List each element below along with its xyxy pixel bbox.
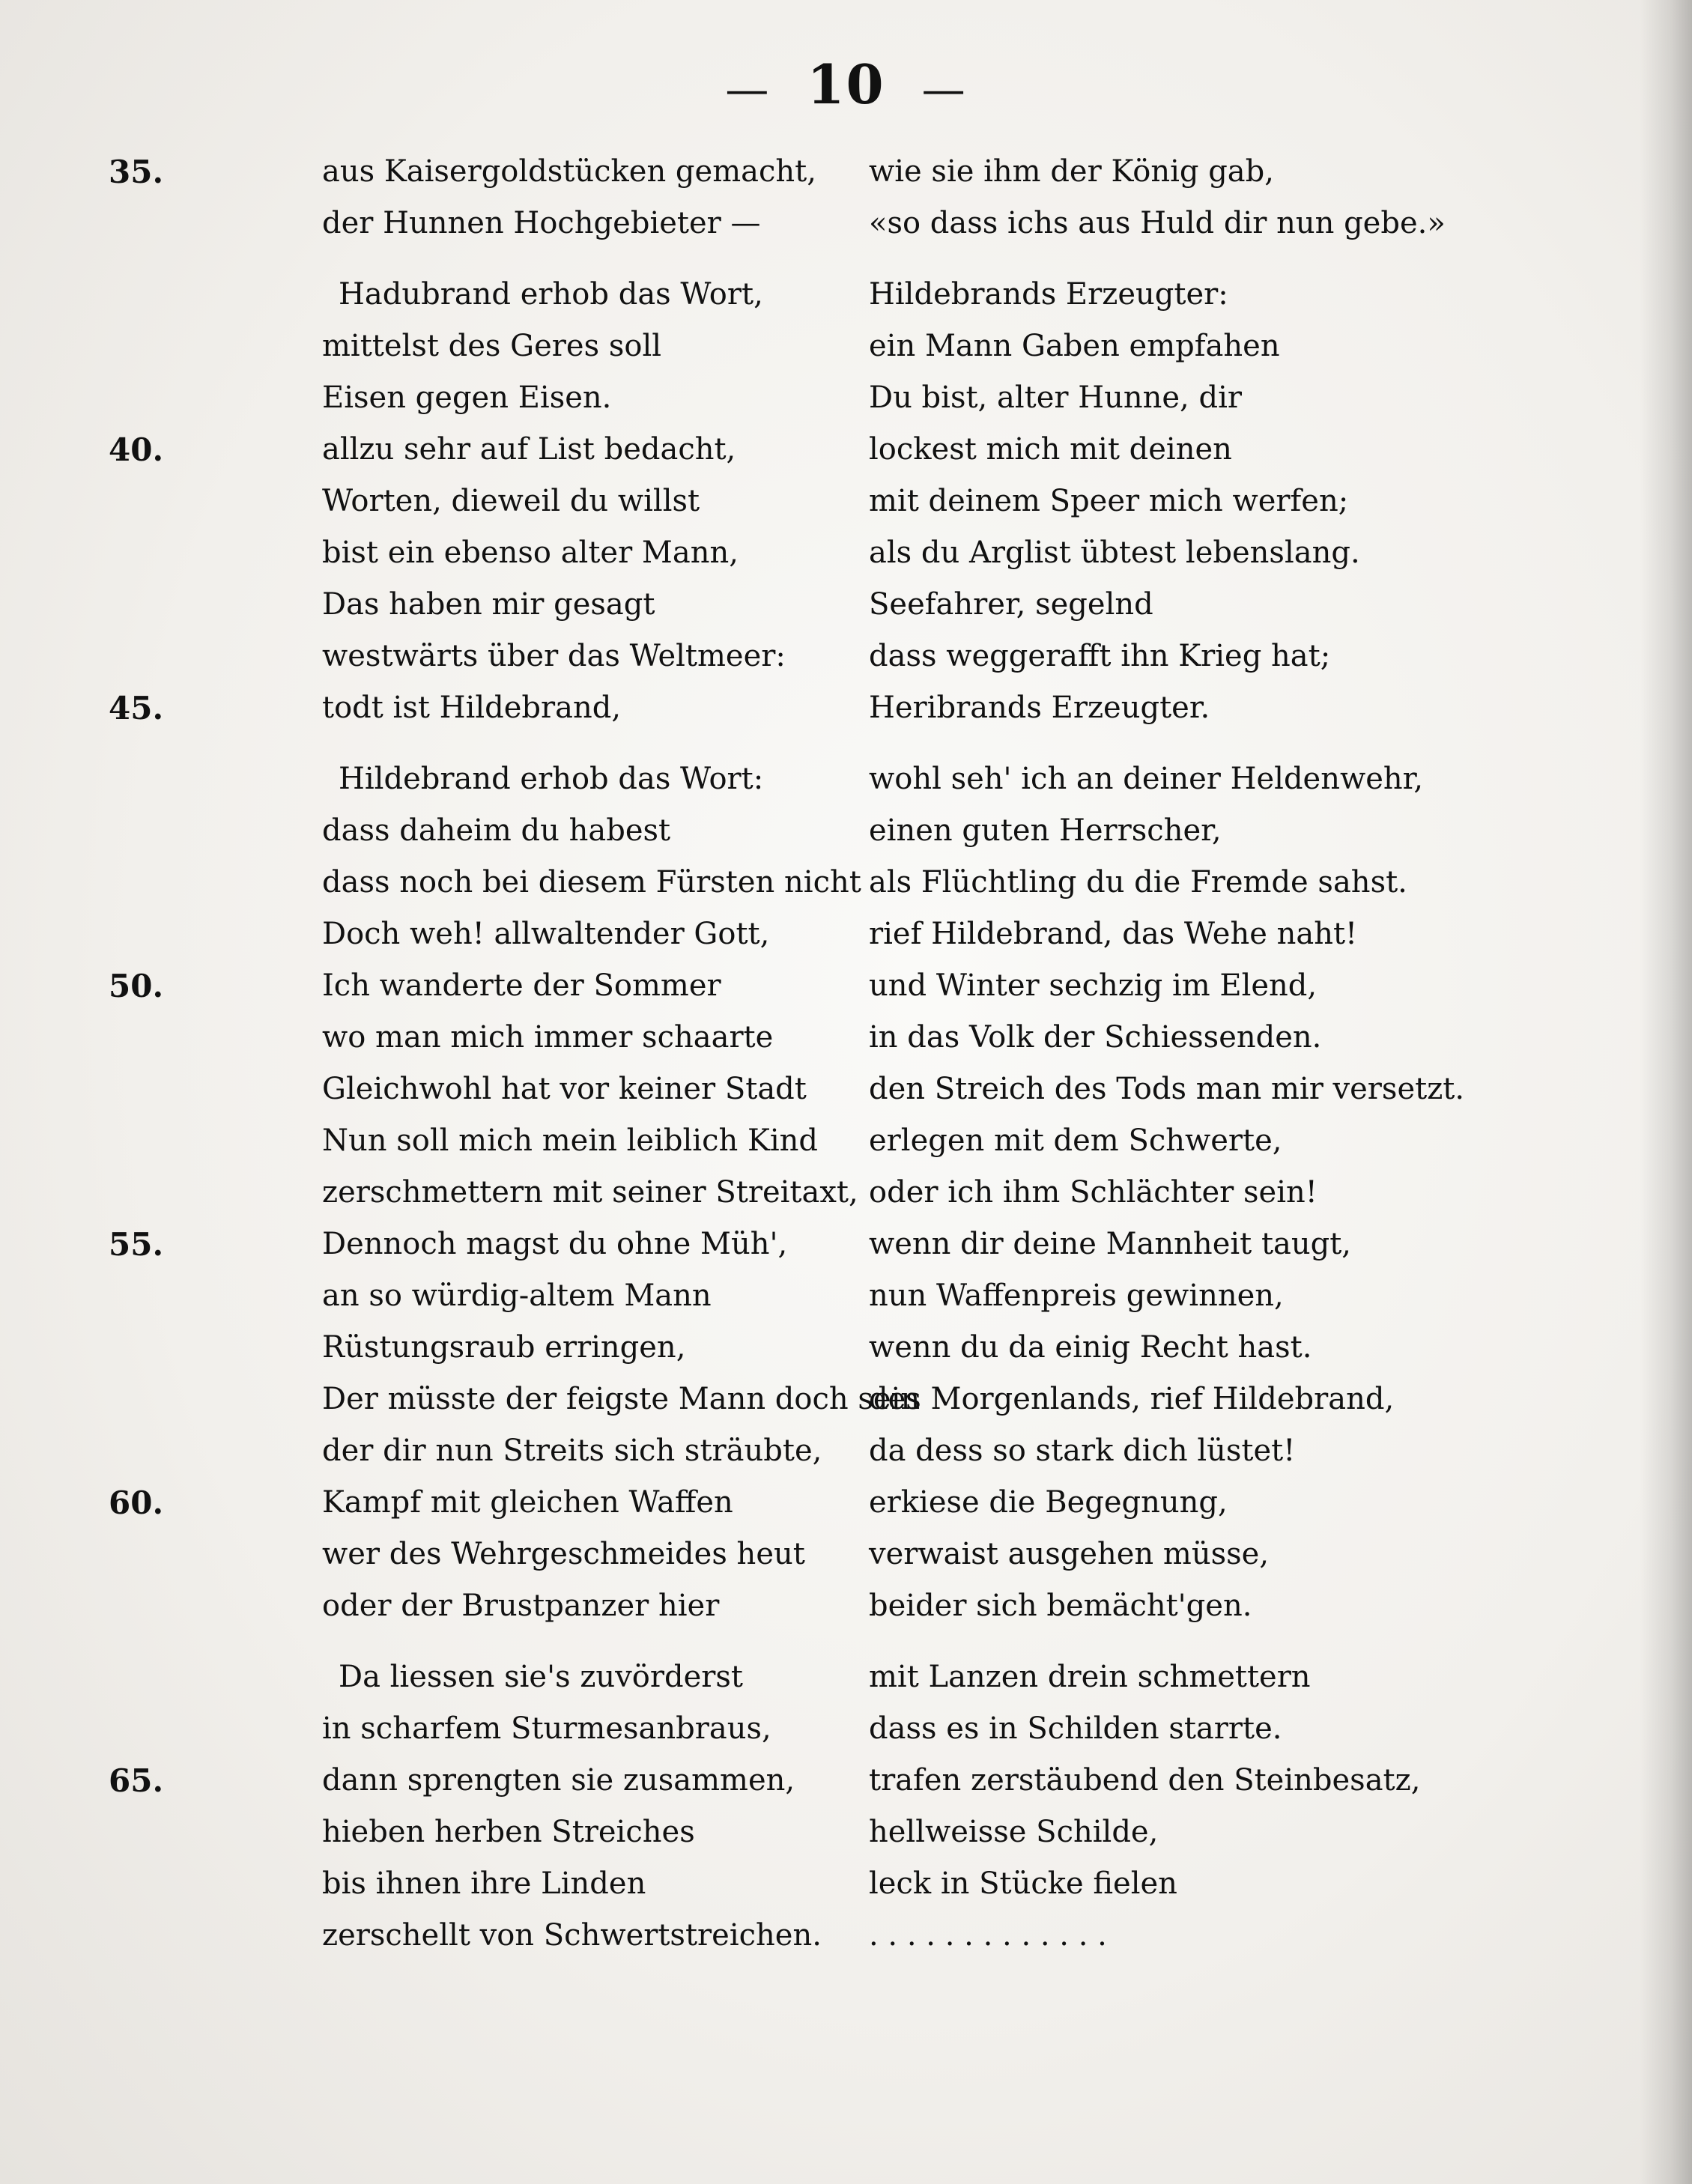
verse-line xyxy=(217,909,1565,960)
verse-half-right: trafen zerstäubend den Steinbesatz, xyxy=(869,1763,1421,1798)
verse-half-right: oder ich ihm Schlächter sein! xyxy=(869,1175,1317,1210)
verse-half-right: wenn dir deine Mannheit taugt, xyxy=(869,1227,1352,1261)
verse-line xyxy=(109,1219,1565,1270)
verse-half-left: Das haben mir gesagt xyxy=(322,587,655,622)
verse-half-left: Dennoch magst du ohne Müh', xyxy=(322,1227,788,1261)
verse-line xyxy=(217,1529,1565,1580)
verse-half-right: Seefahrer, segelnd xyxy=(869,587,1153,622)
verse-half-right: leck in Stücke fielen xyxy=(869,1866,1177,1901)
verse-half-left: Rüstungsraub erringen, xyxy=(322,1330,686,1365)
verse-half-right: wohl seh' ich an deiner Heldenwehr, xyxy=(869,762,1424,796)
verse-half-right: einen guten Herrscher, xyxy=(869,813,1222,848)
binding-shadow xyxy=(1640,0,1692,2184)
verse-line xyxy=(109,682,1565,734)
verse-half-left: dass noch bei diesem Fürsten nicht xyxy=(322,865,861,900)
verse-line xyxy=(217,372,1565,424)
verse-half-left: Doch weh! allwaltender Gott, xyxy=(322,917,770,951)
verse-half-right: verwaist ausgehen müsse, xyxy=(869,1537,1270,1571)
verse-half-left: Der müsste der feigste Mann doch sein xyxy=(322,1382,921,1416)
line-number: 35. xyxy=(109,154,164,190)
verse-line xyxy=(217,1012,1565,1064)
verse-half-right: als Flüchtling du die Fremde sahst. xyxy=(869,865,1407,900)
verse-half-left: zerschellt von Schwertstreichen. xyxy=(322,1918,822,1953)
page-header xyxy=(0,52,1692,116)
stanza xyxy=(109,1651,1565,1962)
verse-half-right: rief Hildebrand, das Wehe naht! xyxy=(869,917,1358,951)
verse-half-left: bist ein ebenso alter Mann, xyxy=(322,536,739,570)
verse-half-left: an so würdig-altem Mann xyxy=(322,1278,712,1313)
verse-half-left: Kampf mit gleichen Waffen xyxy=(322,1485,733,1520)
verse-half-right: «so dass ichs aus Huld dir nun gebe.» xyxy=(869,206,1446,240)
verse-line xyxy=(217,753,1565,805)
verse-half-left: der dir nun Streits sich sträubte, xyxy=(322,1434,822,1468)
verse-half-left: mittelst des Geres soll xyxy=(322,329,662,363)
verse-line xyxy=(217,805,1565,857)
verse-line xyxy=(217,321,1565,372)
line-number: 60. xyxy=(109,1484,164,1521)
verse-line xyxy=(217,1167,1565,1219)
verse-half-right: mit deinem Speer mich werfen; xyxy=(869,484,1349,518)
verse-half-left: dann sprengten sie zusammen, xyxy=(322,1763,795,1798)
verse-line xyxy=(217,1703,1565,1755)
verse-half-right: Heribrands Erzeugter. xyxy=(869,691,1210,725)
verse-line xyxy=(109,146,1565,198)
verse-half-left: Gleichwohl hat vor keiner Stadt xyxy=(322,1072,807,1106)
verse-line xyxy=(217,527,1565,579)
verse-half-left: bis ihnen ihre Linden xyxy=(322,1866,646,1901)
verse-line xyxy=(217,198,1565,249)
verse-half-right: Hildebrands Erzeugter: xyxy=(869,277,1228,312)
verse-half-left: wo man mich immer schaarte xyxy=(322,1020,774,1055)
verse-line xyxy=(217,1910,1565,1962)
verse-line xyxy=(217,1115,1565,1167)
verse-half-right: dass es in Schilden starrte. xyxy=(869,1711,1282,1746)
verse-half-right: erlegen mit dem Schwerte, xyxy=(869,1123,1282,1158)
poem-body xyxy=(109,146,1565,1962)
verse-half-right: mit Lanzen drein schmettern xyxy=(869,1660,1311,1694)
line-number: 55. xyxy=(109,1226,164,1263)
verse-line xyxy=(217,1580,1565,1632)
page-number: 10 xyxy=(807,52,885,116)
verse-line xyxy=(217,1858,1565,1910)
verse-half-left: westwärts über das Weltmeer: xyxy=(322,639,786,673)
verse-half-left: Worten, dieweil du willst xyxy=(322,484,700,518)
verse-half-right: nun Waffenpreis gewinnen, xyxy=(869,1278,1284,1313)
line-number: 50. xyxy=(109,968,164,1004)
verse-half-left: allzu sehr auf List bedacht, xyxy=(322,432,736,467)
verse-line xyxy=(217,1374,1565,1425)
stanza xyxy=(109,269,1565,734)
line-number: 40. xyxy=(109,431,164,468)
stanza xyxy=(109,146,1565,249)
verse-half-right: den Streich des Tods man mir versetzt. xyxy=(869,1072,1465,1106)
verse-half-left: Da liessen sie's zuvörderst xyxy=(339,1660,743,1694)
verse-half-right: wenn du da einig Recht hast. xyxy=(869,1330,1312,1365)
verse-half-left: zerschmettern mit seiner Streitaxt, xyxy=(322,1175,858,1210)
verse-half-right: lockest mich mit deinen xyxy=(869,432,1232,467)
verse-half-left: Ich wanderte der Sommer xyxy=(322,968,721,1003)
verse-line xyxy=(109,1755,1565,1807)
header-dash-left: — xyxy=(725,64,771,115)
verse-half-left: todt ist Hildebrand, xyxy=(322,691,622,725)
verse-half-left: oder der Brustpanzer hier xyxy=(322,1589,720,1623)
verse-half-right: hellweisse Schilde, xyxy=(869,1815,1159,1849)
verse-line xyxy=(217,1651,1565,1703)
verse-line xyxy=(109,960,1565,1012)
verse-half-left: dass daheim du habest xyxy=(322,813,671,848)
verse-line xyxy=(217,269,1565,321)
line-number: 45. xyxy=(109,690,164,727)
verse-half-left: in scharfem Sturmesanbraus, xyxy=(322,1711,771,1746)
verse-half-right: wie sie ihm der König gab, xyxy=(869,154,1274,189)
verse-half-left: aus Kaisergoldstücken gemacht, xyxy=(322,154,816,189)
verse-line xyxy=(217,631,1565,682)
verse-half-left: Eisen gegen Eisen. xyxy=(322,380,612,415)
verse-half-right: als du Arglist übtest lebenslang. xyxy=(869,536,1360,570)
verse-half-left: hieben herben Streiches xyxy=(322,1815,695,1849)
verse-line xyxy=(217,1322,1565,1374)
verse-half-left: der Hunnen Hochgebieter — xyxy=(322,206,761,240)
verse-half-right: . . . . . . . . . . . . . xyxy=(869,1918,1107,1953)
header-dash-right: — xyxy=(921,64,967,115)
verse-line xyxy=(217,579,1565,631)
verse-half-right: ein Mann Gaben empfahen xyxy=(869,329,1280,363)
verse-line xyxy=(217,476,1565,527)
verse-line xyxy=(109,424,1565,476)
verse-half-left: wer des Wehrgeschmeides heut xyxy=(322,1537,805,1571)
verse-line xyxy=(217,1425,1565,1477)
verse-half-left: Hadubrand erhob das Wort, xyxy=(339,277,763,312)
verse-line xyxy=(109,1477,1565,1529)
verse-half-right: und Winter sechzig im Elend, xyxy=(869,968,1317,1003)
verse-half-right: erkiese die Begegnung, xyxy=(869,1485,1228,1520)
verse-half-right: Du bist, alter Hunne, dir xyxy=(869,380,1242,415)
verse-half-right: dass weggerafft ihn Krieg hat; xyxy=(869,639,1331,673)
stanza xyxy=(109,753,1565,1632)
verse-half-right: da dess so stark dich lüstet! xyxy=(869,1434,1296,1468)
verse-line xyxy=(217,1270,1565,1322)
verse-half-right: in das Volk der Schiessenden. xyxy=(869,1020,1322,1055)
line-number: 65. xyxy=(109,1762,164,1799)
verse-line xyxy=(217,857,1565,909)
verse-line xyxy=(217,1064,1565,1115)
verse-half-right: beider sich bemächt'gen. xyxy=(869,1589,1252,1623)
verse-half-left: Nun soll mich mein leiblich Kind xyxy=(322,1123,818,1158)
verse-half-right: des Morgenlands, rief Hildebrand, xyxy=(869,1382,1395,1416)
verse-line xyxy=(217,1807,1565,1858)
verse-half-left: Hildebrand erhob das Wort: xyxy=(339,762,764,796)
